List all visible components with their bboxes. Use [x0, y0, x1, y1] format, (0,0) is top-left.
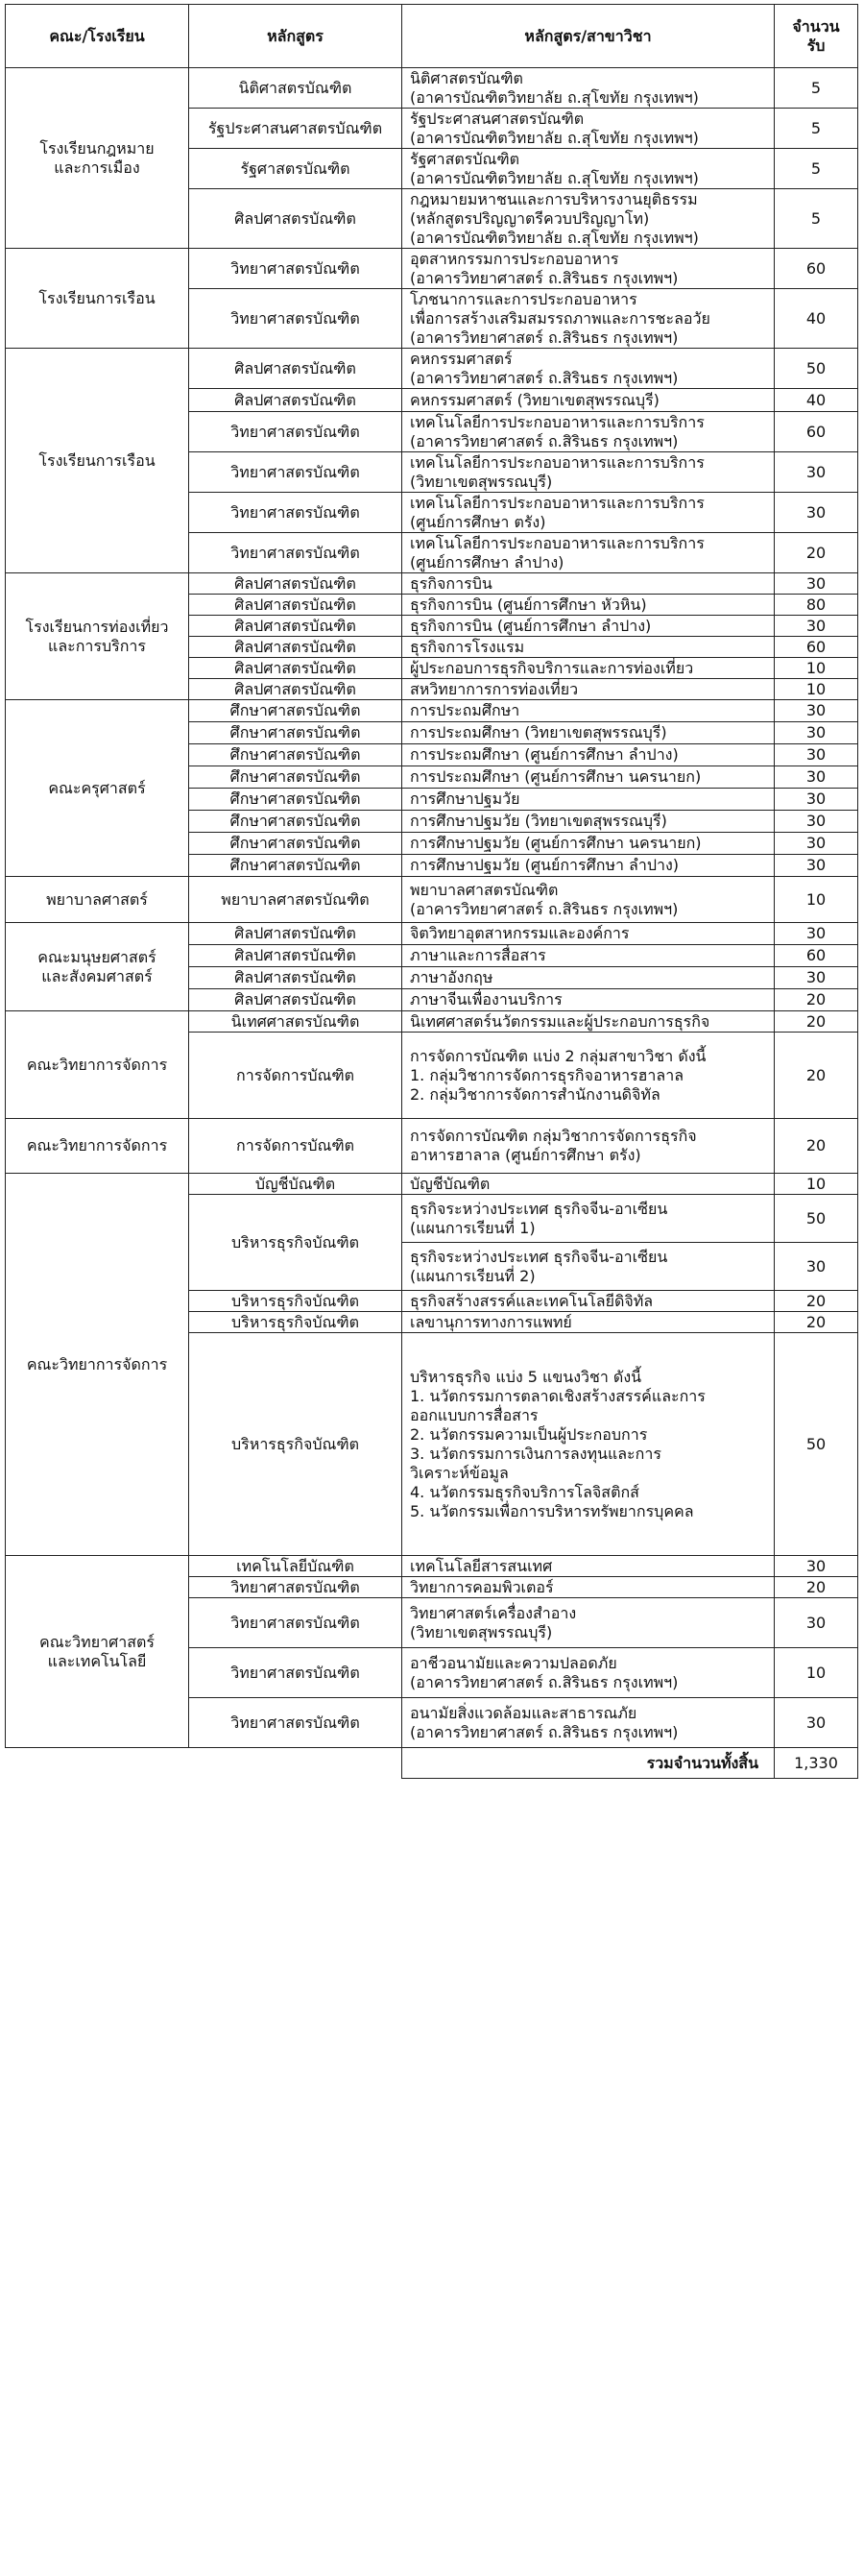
program-cell: [402, 877, 775, 923]
program-line: (หลักสูตรปริญญาตรีควบปริญญาโท): [410, 208, 650, 228]
faculty-line: คณะมนุษยศาสตร์: [37, 947, 156, 966]
seats-cell: 30: [775, 923, 858, 945]
program-line: ธุรกิจการโรงแรม: [410, 637, 525, 656]
degree-cell: วิทยาศาสตรบัณฑิต: [189, 493, 402, 533]
degree-cell: ศิลปศาสตรบัณฑิต: [189, 679, 402, 700]
faculty-line: โรงเรียนการเรือน: [38, 450, 156, 470]
degree-cell: ศิลปศาสตรบัณฑิต: [189, 923, 402, 945]
program-line: 1. นวัตกรรมการตลาดเชิงสร้างสรรค์และการ: [410, 1386, 706, 1405]
program-line: (อาคารวิทยาศาสตร์ ถ.สิรินธร กรุงเทพฯ): [410, 368, 679, 387]
degree-cell: ศึกษาศาสตรบัณฑิต: [189, 766, 402, 789]
program-line: วิเคราะห์ข้อมูล: [410, 1463, 509, 1482]
faculty-line: และเทคโนโลยี: [47, 1651, 147, 1670]
seats-cell: 20: [775, 1312, 858, 1333]
faculty-line: คณะวิทยาการจัดการ: [26, 1136, 168, 1154]
degree-cell: บริหารธุรกิจบัณฑิต: [189, 1312, 402, 1333]
program-line: (อาคารวิทยาศาสตร์ ถ.สิรินธร กรุงเทพฯ): [410, 431, 679, 450]
program-line: วิทยาศาสตร์เครื่องสำอาง: [410, 1603, 577, 1622]
seats-cell: 30: [775, 833, 858, 855]
seats-cell: 50: [775, 349, 858, 389]
header-seats-line: รับ: [806, 36, 826, 55]
seats-cell: 30: [775, 1598, 858, 1648]
degree-cell: ศึกษาศาสตรบัณฑิต: [189, 811, 402, 833]
admission-quota-table: [5, 4, 858, 1779]
table-row: [6, 68, 858, 109]
faculty-line: โรงเรียนการท่องเที่ยว: [25, 617, 169, 636]
seats-cell: 10: [775, 658, 858, 679]
degree-cell: รัฐประศาสนศาสตรบัณฑิต: [189, 109, 402, 149]
faculty-cell: [6, 1174, 189, 1556]
program-cell: [402, 493, 775, 533]
program-line: อาหารฮาลาล (ศูนย์การศึกษา ตรัง): [410, 1146, 641, 1164]
program-cell: [402, 68, 775, 109]
program-cell: [402, 1648, 775, 1698]
program-cell: [402, 389, 775, 412]
table-row: [6, 349, 858, 389]
faculty-line: โรงเรียนกฎหมาย: [39, 138, 155, 158]
faculty-cell: [6, 700, 189, 877]
degree-cell: บริหารธุรกิจบัณฑิต: [189, 1291, 402, 1312]
program-line: ธุรกิจการบิน (ศูนย์การศึกษา หัวหิน): [410, 595, 647, 614]
seats-cell: 10: [775, 679, 858, 700]
degree-cell: ศึกษาศาสตรบัณฑิต: [189, 855, 402, 877]
program-cell: [402, 189, 775, 249]
faculty-line: คณะครุศาสตร์: [48, 778, 146, 797]
program-line: (อาคารวิทยาศาสตร์ ถ.สิรินธร กรุงเทพฯ): [410, 328, 679, 347]
seats-cell: 30: [775, 811, 858, 833]
program-cell: [402, 1243, 775, 1291]
seats-cell: 20: [775, 1033, 858, 1119]
seats-cell: 30: [775, 573, 858, 595]
degree-cell: การจัดการบัณฑิต: [189, 1033, 402, 1119]
degree-cell: ศึกษาศาสตรบัณฑิต: [189, 722, 402, 744]
program-line: (อาคารวิทยาศาสตร์ ถ.สิรินธร กรุงเทพฯ): [410, 268, 679, 287]
program-cell: [402, 1556, 775, 1577]
program-cell: [402, 1119, 775, 1174]
program-line: นิเทศศาสตร์นวัตกรรมและผู้ประกอบการธุรกิจ: [410, 1011, 710, 1031]
degree-cell: ศึกษาศาสตรบัณฑิต: [189, 789, 402, 811]
seats-cell: 30: [775, 1556, 858, 1577]
program-line: การศึกษาปฐมวัย (ศูนย์การศึกษา ลำปาง): [410, 856, 680, 874]
program-cell: [402, 766, 775, 789]
degree-cell: วิทยาศาสตรบัณฑิต: [189, 533, 402, 573]
program-line: เทคโนโลยีการประกอบอาหารและการบริการ: [410, 533, 705, 552]
seats-cell: 60: [775, 412, 858, 452]
faculty-line: คณะวิทยาการจัดการ: [26, 1354, 168, 1373]
table-row: [6, 573, 858, 595]
program-cell: [402, 412, 775, 452]
program-cell: [402, 109, 775, 149]
program-line: ภาษาและการสื่อสาร: [410, 946, 546, 964]
program-cell: [402, 1598, 775, 1648]
program-line: การศึกษาปฐมวัย (วิทยาเขตสุพรรณบุรี): [410, 812, 667, 830]
program-cell: [402, 945, 775, 967]
degree-cell: เทคโนโลยีบัณฑิต: [189, 1556, 402, 1577]
seats-cell: 20: [775, 1011, 858, 1033]
degree-cell: ศิลปศาสตรบัณฑิต: [189, 967, 402, 989]
program-line: 2. กลุ่มวิชาการจัดการสำนักงานดิจิทัล: [410, 1084, 660, 1104]
degree-cell: นิติศาสตรบัณฑิต: [189, 68, 402, 109]
seats-cell: 60: [775, 637, 858, 658]
program-line: (แผนการเรียนที่ 2): [410, 1266, 536, 1285]
program-line: การศึกษาปฐมวัย (ศูนย์การศึกษา นครนายก): [410, 834, 702, 852]
seats-cell: 30: [775, 967, 858, 989]
table-row: [6, 1174, 858, 1195]
program-line: เลขานุการทางการแพทย์: [410, 1312, 572, 1331]
program-cell: [402, 989, 775, 1011]
degree-cell: ศิลปศาสตรบัณฑิต: [189, 989, 402, 1011]
faculty-cell: [6, 573, 189, 700]
program-cell: [402, 967, 775, 989]
program-line: (วิทยาเขตสุพรรณบุรี): [410, 1622, 553, 1641]
header-seats-line: จำนวน: [792, 16, 840, 36]
degree-cell: ศิลปศาสตรบัณฑิต: [189, 573, 402, 595]
program-line: เทคโนโลยีการประกอบอาหารและการบริการ: [410, 493, 705, 512]
total-value: 1,330: [775, 1748, 858, 1779]
seats-cell: 30: [775, 1698, 858, 1748]
program-line: (อาคารวิทยาศาสตร์ ถ.สิรินธร กรุงเทพฯ): [410, 1722, 679, 1741]
program-line: อาชีวอนามัยและความปลอดภัย: [410, 1653, 617, 1672]
header-faculty: คณะ/โรงเรียน: [6, 5, 189, 68]
program-cell: [402, 1291, 775, 1312]
seats-cell: 10: [775, 1174, 858, 1195]
program-line: บัญชีบัณฑิต: [410, 1174, 491, 1193]
faculty-line: โรงเรียนการเรือน: [38, 288, 156, 307]
program-cell: [402, 744, 775, 766]
seats-cell: 30: [775, 1243, 858, 1291]
degree-cell: การจัดการบัณฑิต: [189, 1119, 402, 1174]
program-cell: [402, 679, 775, 700]
program-line: เทคโนโลยีการประกอบอาหารและการบริการ: [410, 412, 705, 431]
program-cell: [402, 637, 775, 658]
seats-cell: 5: [775, 68, 858, 109]
program-cell: [402, 1312, 775, 1333]
degree-cell: รัฐศาสตรบัณฑิต: [189, 149, 402, 189]
program-cell: [402, 1577, 775, 1598]
program-cell: [402, 452, 775, 493]
program-cell: [402, 1333, 775, 1556]
program-line: คหกรรมศาสตร์ (วิทยาเขตสุพรรณบุรี): [410, 390, 660, 409]
total-spacer: [6, 1748, 402, 1779]
degree-cell: ศิลปศาสตรบัณฑิต: [189, 945, 402, 967]
program-cell: [402, 1698, 775, 1748]
header-row: [6, 5, 858, 68]
program-line: การจัดการบัณฑิต แบ่ง 2 กลุ่มสาขาวิชา ดังนี้: [410, 1046, 707, 1065]
program-line: เพื่อการสร้างเสริมสมรรถภาพและการชะลอวัย: [410, 308, 710, 328]
program-cell: [402, 1011, 775, 1033]
header-seats: [775, 5, 858, 68]
program-line: 5. นวัตกรรมเพื่อการบริหารทรัพยากรบุคคล: [410, 1501, 694, 1520]
faculty-cell: [6, 249, 189, 349]
degree-cell: ศิลปศาสตรบัณฑิต: [189, 637, 402, 658]
seats-cell: 50: [775, 1195, 858, 1243]
faculty-cell: [6, 923, 189, 1011]
program-line: การศึกษาปฐมวัย: [410, 790, 520, 808]
program-cell: [402, 1033, 775, 1119]
program-line: (แผนการเรียนที่ 1): [410, 1218, 536, 1237]
program-cell: [402, 573, 775, 595]
faculty-cell: [6, 1011, 189, 1119]
seats-cell: 30: [775, 616, 858, 637]
seats-cell: 20: [775, 533, 858, 573]
program-line: นิติศาสตรบัณฑิต: [410, 68, 523, 87]
seats-cell: 30: [775, 700, 858, 722]
program-line: ธุรกิจการบิน: [410, 573, 492, 593]
program-line: 4. นวัตกรรมธุรกิจบริการโลจิสติกส์: [410, 1482, 639, 1501]
program-cell: [402, 1174, 775, 1195]
program-line: จิตวิทยาอุตสาหกรรมและองค์การ: [410, 924, 630, 942]
program-cell: [402, 249, 775, 289]
table-body: [6, 68, 858, 1748]
program-cell: [402, 811, 775, 833]
seats-cell: 20: [775, 1119, 858, 1174]
program-line: (วิทยาเขตสุพรรณบุรี): [410, 472, 553, 491]
seats-cell: 30: [775, 493, 858, 533]
program-cell: [402, 722, 775, 744]
program-line: ภาษาจีนเพื่องานบริการ: [410, 990, 563, 1009]
seats-cell: 30: [775, 722, 858, 744]
seats-cell: 20: [775, 1291, 858, 1312]
seats-cell: 5: [775, 149, 858, 189]
seats-cell: 30: [775, 766, 858, 789]
program-line: รัฐศาสตรบัณฑิต: [410, 149, 519, 168]
seats-cell: 10: [775, 1648, 858, 1698]
degree-cell: ศึกษาศาสตรบัณฑิต: [189, 833, 402, 855]
table-row: [6, 1011, 858, 1033]
seats-cell: 60: [775, 249, 858, 289]
faculty-line: และการบริการ: [48, 636, 146, 655]
degree-cell: วิทยาศาสตรบัณฑิต: [189, 412, 402, 452]
seats-cell: 30: [775, 744, 858, 766]
faculty-cell: [6, 1119, 189, 1174]
program-cell: [402, 289, 775, 349]
program-cell: [402, 833, 775, 855]
degree-cell: ศึกษาศาสตรบัณฑิต: [189, 700, 402, 722]
program-line: การจัดการบัณฑิต กลุ่มวิชาการจัดการธุรกิจ: [410, 1127, 697, 1145]
degree-cell: พยาบาลศาสตรบัณฑิต: [189, 877, 402, 923]
degree-cell: วิทยาศาสตรบัณฑิต: [189, 1648, 402, 1698]
program-line: โภชนาการและการประกอบอาหาร: [410, 289, 637, 308]
program-line: ธุรกิจการบิน (ศูนย์การศึกษา ลำปาง): [410, 616, 652, 635]
program-line: (ศูนย์การศึกษา ลำปาง): [410, 552, 564, 571]
program-line: พยาบาลศาสตรบัณฑิต: [410, 880, 559, 899]
program-line: เทคโนโลยีสารสนเทศ: [410, 1556, 553, 1575]
faculty-cell: [6, 68, 189, 249]
table-row: [6, 1556, 858, 1577]
seats-cell: 10: [775, 877, 858, 923]
program-cell: [402, 349, 775, 389]
program-line: (อาคารบัณฑิตวิทยาลัย ถ.สุโขทัย กรุงเทพฯ): [410, 87, 699, 107]
seats-cell: 30: [775, 855, 858, 877]
seats-cell: 5: [775, 189, 858, 249]
degree-cell: วิทยาศาสตรบัณฑิต: [189, 452, 402, 493]
program-line: (อาคารวิทยาศาสตร์ ถ.สิรินธร กรุงเทพฯ): [410, 1672, 679, 1691]
degree-cell: บัญชีบัณฑิต: [189, 1174, 402, 1195]
faculty-line: พยาบาลศาสตร์: [46, 889, 148, 909]
program-line: เทคโนโลยีการประกอบอาหารและการบริการ: [410, 452, 705, 472]
program-line: ออกแบบการสื่อสาร: [410, 1405, 539, 1424]
total-label: รวมจำนวนทั้งสิ้น: [402, 1748, 775, 1779]
program-line: การประถมศึกษา: [410, 701, 520, 719]
seats-cell: 20: [775, 1577, 858, 1598]
table-row: [6, 700, 858, 722]
program-line: ธุรกิจระหว่างประเทศ ธุรกิจจีน-อาเซียน: [410, 1247, 668, 1266]
faculty-line: คณะวิทยาศาสตร์: [39, 1632, 155, 1651]
faculty-line: คณะวิทยาการจัดการ: [26, 1055, 168, 1074]
table-row: [6, 1119, 858, 1174]
program-line: 1. กลุ่มวิชาการจัดการธุรกิจอาหารฮาลาล: [410, 1065, 684, 1084]
program-line: ธุรกิจระหว่างประเทศ ธุรกิจจีน-อาเซียน: [410, 1199, 668, 1218]
degree-cell: ศิลปศาสตรบัณฑิต: [189, 595, 402, 616]
program-line: (อาคารบัณฑิตวิทยาลัย ถ.สุโขทัย กรุงเทพฯ): [410, 128, 699, 147]
table-row: [6, 877, 858, 923]
seats-cell: 20: [775, 989, 858, 1011]
seats-cell: 5: [775, 109, 858, 149]
degree-cell: ศิลปศาสตรบัณฑิต: [189, 616, 402, 637]
program-cell: [402, 855, 775, 877]
faculty-line: และสังคมศาสตร์: [41, 966, 153, 985]
degree-cell: วิทยาศาสตรบัณฑิต: [189, 1577, 402, 1598]
faculty-cell: [6, 1556, 189, 1748]
faculty-line: และการเมือง: [54, 158, 140, 177]
total-row: [6, 1748, 858, 1779]
program-line: (ศูนย์การศึกษา ตรัง): [410, 512, 546, 531]
program-cell: [402, 923, 775, 945]
program-line: รัฐประศาสนศาสตรบัณฑิต: [410, 109, 585, 128]
degree-cell: ศิลปศาสตรบัณฑิต: [189, 658, 402, 679]
program-line: 2. นวัตกรรมความเป็นผู้ประกอบการ: [410, 1424, 648, 1444]
program-line: ธุรกิจสร้างสรรค์และเทคโนโลยีดิจิทัล: [410, 1291, 654, 1310]
seats-cell: 40: [775, 289, 858, 349]
program-cell: [402, 616, 775, 637]
degree-cell: วิทยาศาสตรบัณฑิต: [189, 249, 402, 289]
degree-cell: ศิลปศาสตรบัณฑิต: [189, 189, 402, 249]
seats-cell: 30: [775, 789, 858, 811]
seats-cell: 50: [775, 1333, 858, 1556]
faculty-cell: [6, 349, 189, 573]
program-line: ผู้ประกอบการธุรกิจบริการและการท่องเที่ยว: [410, 658, 694, 677]
degree-cell: ศิลปศาสตรบัณฑิต: [189, 349, 402, 389]
program-cell: [402, 595, 775, 616]
degree-cell: บริหารธุรกิจบัณฑิต: [189, 1195, 402, 1291]
degree-cell: วิทยาศาสตรบัณฑิต: [189, 1598, 402, 1648]
program-cell: [402, 533, 775, 573]
header-degree: หลักสูตร: [189, 5, 402, 68]
seats-cell: 30: [775, 452, 858, 493]
program-line: (อาคารวิทยาศาสตร์ ถ.สิรินธร กรุงเทพฯ): [410, 899, 679, 918]
program-cell: [402, 700, 775, 722]
program-line: บริหารธุรกิจ แบ่ง 5 แขนงวิชา ดังนี้: [410, 1367, 642, 1386]
degree-cell: วิทยาศาสตรบัณฑิต: [189, 289, 402, 349]
program-line: การประถมศึกษา (วิทยาเขตสุพรรณบุรี): [410, 723, 667, 741]
program-line: อนามัยสิ่งแวดล้อมและสาธารณภัย: [410, 1703, 637, 1722]
program-line: ภาษาอังกฤษ: [410, 968, 493, 986]
program-line: วิทยาการคอมพิวเตอร์: [410, 1577, 554, 1596]
seats-cell: 40: [775, 389, 858, 412]
program-cell: [402, 789, 775, 811]
program-cell: [402, 1195, 775, 1243]
program-cell: [402, 149, 775, 189]
seats-cell: 80: [775, 595, 858, 616]
program-line: อุตสาหกรรมการประกอบอาหาร: [410, 249, 619, 268]
program-line: สหวิทยาการการท่องเที่ยว: [410, 679, 579, 698]
degree-cell: วิทยาศาสตรบัณฑิต: [189, 1698, 402, 1748]
program-line: 3. นวัตกรรมการเงินการลงทุนและการ: [410, 1444, 661, 1463]
program-line: (อาคารบัณฑิตวิทยาลัย ถ.สุโขทัย กรุงเทพฯ): [410, 228, 699, 247]
program-line: คหกรรมศาสตร์: [410, 349, 513, 368]
program-cell: [402, 658, 775, 679]
program-line: กฎหมายมหาชนและการบริหารงานยุติธรรม: [410, 189, 698, 208]
header-program: หลักสูตร/สาขาวิชา: [402, 5, 775, 68]
degree-cell: ศิลปศาสตรบัณฑิต: [189, 389, 402, 412]
table-row: [6, 249, 858, 289]
program-line: การประถมศึกษา (ศูนย์การศึกษา นครนายก): [410, 767, 702, 786]
degree-cell: นิเทศศาสตรบัณฑิต: [189, 1011, 402, 1033]
program-line: การประถมศึกษา (ศูนย์การศึกษา ลำปาง): [410, 745, 679, 764]
seats-cell: 60: [775, 945, 858, 967]
table-row: [6, 923, 858, 945]
degree-cell: ศึกษาศาสตรบัณฑิต: [189, 744, 402, 766]
degree-cell: บริหารธุรกิจบัณฑิต: [189, 1333, 402, 1556]
faculty-cell: [6, 877, 189, 923]
program-line: (อาคารบัณฑิตวิทยาลัย ถ.สุโขทัย กรุงเทพฯ): [410, 168, 699, 187]
